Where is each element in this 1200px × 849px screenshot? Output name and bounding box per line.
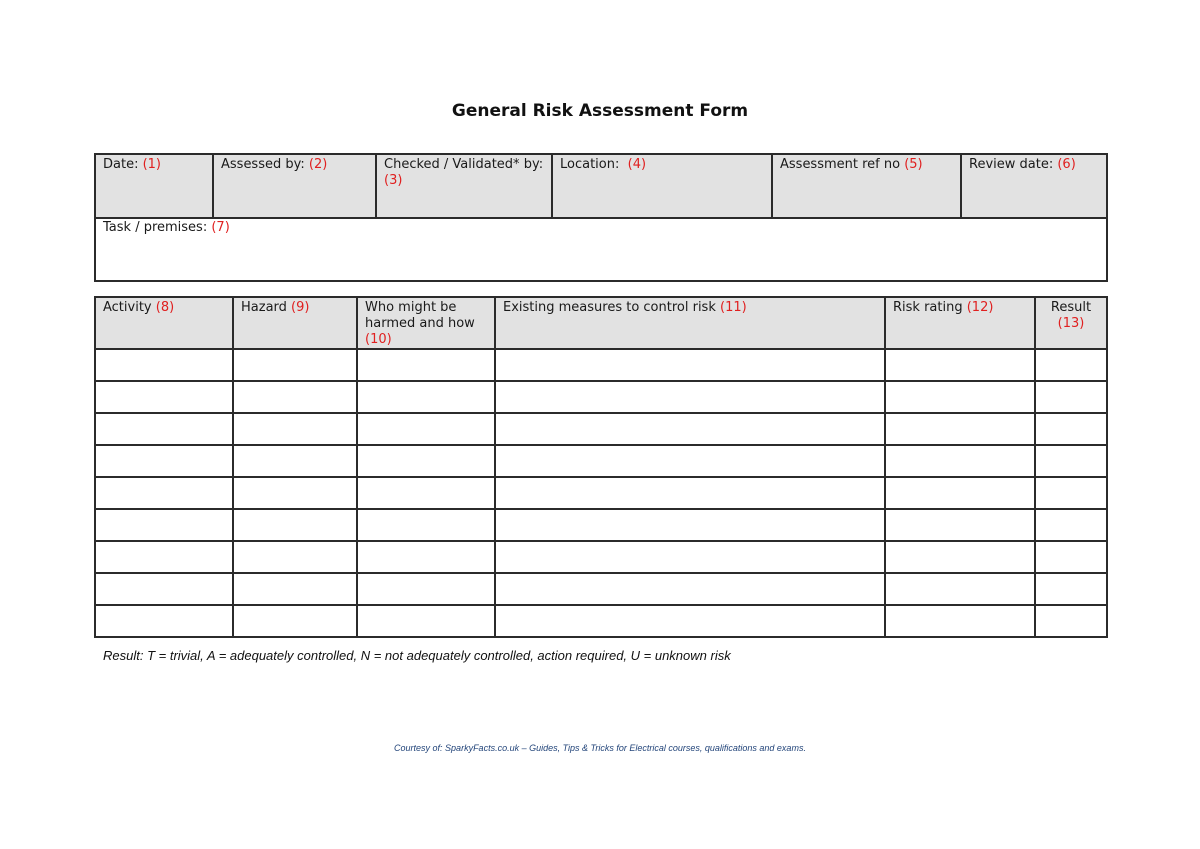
column-number-existing-measures: (11) [720,300,747,315]
table-cell[interactable] [885,381,1035,413]
column-header-hazard: Hazard (9) [233,297,357,349]
table-row [95,605,1107,637]
column-number-activity: (8) [155,300,175,315]
column-header-activity: Activity (8) [95,297,233,349]
review-date-number: (6) [1057,157,1076,172]
table-cell[interactable] [357,349,495,381]
table-cell[interactable] [95,541,233,573]
table-cell[interactable] [495,445,885,477]
table-cell[interactable] [233,477,357,509]
review-date-label: Review date: [969,157,1054,172]
date-field[interactable] [95,154,213,218]
assessment-ref-number: (5) [904,157,923,172]
table-cell[interactable] [233,573,357,605]
page-title: General Risk Assessment Form [451,101,749,121]
table-cell[interactable] [495,509,885,541]
review-date-field[interactable] [961,154,1107,218]
date-label: Date: [103,157,139,172]
checked-validated-field[interactable] [376,154,552,218]
table-cell[interactable] [495,381,885,413]
table-cell[interactable] [233,445,357,477]
table-cell[interactable] [1035,605,1107,637]
table-cell[interactable] [233,349,357,381]
table-row [95,381,1107,413]
table-cell[interactable] [95,605,233,637]
column-number-who-harmed: (10) [365,332,392,347]
table-cell[interactable] [495,413,885,445]
table-cell[interactable] [357,541,495,573]
column-header-result: Result (13) [1035,297,1107,349]
courtesy-footer: Courtesy of: SparkyFacts.co.uk – Guides, Tips & Tricks for Electrical courses, qualifications and exams. [394,743,806,753]
table-row [95,573,1107,605]
table-cell[interactable] [885,413,1035,445]
table-cell[interactable] [357,413,495,445]
table-cell[interactable] [95,445,233,477]
result-legend: Result: T = trivial, A = adequately controlled, N = not adequately controlled, action required, U = unknown risk [103,648,731,663]
table-cell[interactable] [233,413,357,445]
table-cell[interactable] [495,477,885,509]
table-row [95,349,1107,381]
checked-validated-number: (3) [384,173,403,188]
table-cell[interactable] [495,541,885,573]
table-cell[interactable] [95,349,233,381]
table-row [95,477,1107,509]
assessed-by-label: Assessed by: [221,157,305,172]
column-header-risk-rating: Risk rating (12) [885,297,1035,349]
table-cell[interactable] [1035,413,1107,445]
table-row [95,445,1107,477]
table-row [95,509,1107,541]
table-cell[interactable] [495,605,885,637]
table-cell[interactable] [95,477,233,509]
table-cell[interactable] [1035,381,1107,413]
table-cell[interactable] [1035,477,1107,509]
table-cell[interactable] [1035,573,1107,605]
table-cell[interactable] [885,349,1035,381]
table-cell[interactable] [357,477,495,509]
table-cell[interactable] [233,605,357,637]
table-cell[interactable] [885,541,1035,573]
table-cell[interactable] [495,349,885,381]
location-field[interactable] [552,154,772,218]
table-cell[interactable] [95,573,233,605]
assessment-ref-label: Assessment ref no [780,157,901,172]
assessed-by-field[interactable] [213,154,376,218]
table-cell[interactable] [357,605,495,637]
table-cell[interactable] [95,381,233,413]
task-premises-field[interactable] [95,218,1107,281]
table-cell[interactable] [357,381,495,413]
table-cell[interactable] [885,573,1035,605]
table-cell[interactable] [357,445,495,477]
task-premises-number: (7) [211,220,230,235]
table-row [95,541,1107,573]
assessment-header-table [94,153,1108,282]
task-premises-label: Task / premises: [103,220,208,235]
table-cell[interactable] [233,541,357,573]
table-cell[interactable] [885,509,1035,541]
location-number: (4) [627,157,647,172]
table-cell[interactable] [95,509,233,541]
risk-table [94,296,1108,638]
location-label: Location: [560,157,620,172]
column-header-existing-measures: Existing measures to control risk (11) [495,297,885,349]
table-cell[interactable] [885,477,1035,509]
table-cell[interactable] [233,381,357,413]
table-cell[interactable] [885,605,1035,637]
table-row [95,413,1107,445]
table-cell[interactable] [885,445,1035,477]
checked-validated-label: Checked / Validated* by: [384,157,544,172]
assessed-by-number: (2) [308,157,328,172]
table-cell[interactable] [1035,541,1107,573]
assessment-ref-field[interactable] [772,154,961,218]
table-cell[interactable] [1035,349,1107,381]
column-number-hazard: (9) [291,300,310,315]
column-number-risk-rating: (12) [966,300,994,315]
table-cell[interactable] [1035,445,1107,477]
table-cell[interactable] [357,573,495,605]
table-cell[interactable] [495,573,885,605]
table-cell[interactable] [357,509,495,541]
table-cell[interactable] [95,413,233,445]
column-number-result: (13) [1057,316,1085,331]
date-number: (1) [142,157,162,172]
table-cell[interactable] [1035,509,1107,541]
table-cell[interactable] [233,509,357,541]
column-header-who-harmed: Who might be harmed and how (10) [357,297,495,349]
